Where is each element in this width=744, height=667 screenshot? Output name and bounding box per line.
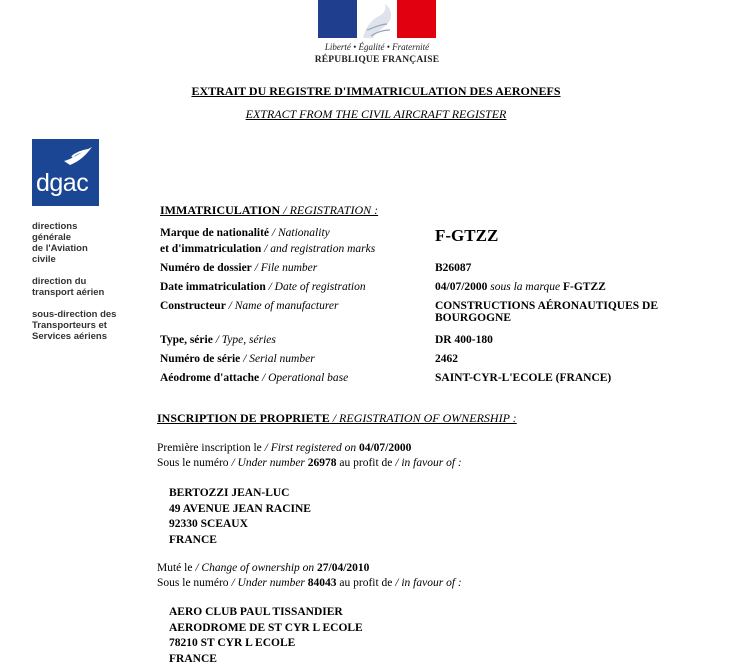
label-manufacturer: Constructeur / Name of manufacturer xyxy=(160,300,339,312)
operational-base-value: SAINT-CYR-L'ECOLE (FRANCE) xyxy=(435,372,612,384)
label-file-number: Numéro de dossier / File number xyxy=(160,262,318,274)
sidebar-block-dta xyxy=(32,276,104,298)
sidebar-line: sous-direction des xyxy=(32,309,117,320)
type-series-value: DR 400-180 xyxy=(435,334,493,346)
sidebar-line: transport aérien xyxy=(32,287,105,298)
sidebar-line: direction du xyxy=(32,276,87,287)
ownership-entry-line: Muté le / Change of ownership on 27/04/2010 xyxy=(157,562,370,574)
label-nationality: Marque de nationalité / Nationality xyxy=(160,227,330,239)
registration-heading: IMMATRICULATION / REGISTRATION : xyxy=(160,203,379,217)
ownership-entry-line: Sous le numéro / Under number 84043 au profit de / in favour of : xyxy=(157,577,462,589)
label-type-series: Type, série / Type, séries xyxy=(160,334,276,346)
dgac-logo xyxy=(32,139,99,206)
flag-blue-band xyxy=(318,0,357,38)
bird-icon xyxy=(62,145,96,167)
page-title-en: EXTRACT FROM THE CIVIL AIRCRAFT REGISTER xyxy=(245,107,507,121)
ownership-entry-line: Sous le numéro / Under number 26978 au profit de / in favour of : xyxy=(157,457,462,469)
sidebar-line: générale xyxy=(32,232,72,243)
owner-address: BERTOZZI JEAN-LUC 49 AVENUE JEAN RACINE 92330 SCEAUX FRANCE xyxy=(169,487,311,546)
flag-red-band xyxy=(397,0,436,38)
sidebar-block-dgac xyxy=(32,221,88,265)
page-title-fr: EXTRAIT DU REGISTRE D'IMMATRICULATION DES AERONEFS xyxy=(191,84,561,98)
republique-francaise-logo xyxy=(318,0,436,38)
date-registration-value: 04/07/2000 sous la marque F-GTZZ xyxy=(435,281,606,293)
sidebar-line: civile xyxy=(32,254,56,265)
marianne-icon xyxy=(357,0,397,38)
republic-motto: Liberté • Égalité • Fraternité xyxy=(324,42,430,52)
label-operational-base: Aéodrome d'attache / Operational base xyxy=(160,372,349,384)
sidebar-line: Transporteurs et xyxy=(32,320,107,331)
file-number-value: B26087 xyxy=(435,262,472,274)
label-serial-number: Numéro de série / Serial number xyxy=(160,353,315,365)
ownership-heading: INSCRIPTION DE PROPRIETE / REGISTRATION OF OWNERSHIP : xyxy=(157,411,517,425)
dgac-logo-text: dgac xyxy=(36,169,89,197)
registration-mark-value: F-GTZZ xyxy=(435,226,499,245)
sidebar-line: de l'Aviation xyxy=(32,243,88,254)
sidebar-block-subdirection xyxy=(32,309,116,342)
republic-name: RÉPUBLIQUE FRANÇAISE xyxy=(314,55,440,65)
serial-number-value: 2462 xyxy=(435,353,458,365)
label-date-registration: Date immatriculation / Date of registration xyxy=(160,281,366,293)
sidebar-line: Services aériens xyxy=(32,331,108,342)
ownership-entry-line: Première inscription le / First registered on 04/07/2000 xyxy=(157,442,412,454)
owner-address: AERO CLUB PAUL TISSANDIER AERODROME DE ST CYR L ECOLE 78210 ST CYR L ECOLE FRANCE xyxy=(169,606,363,665)
label-registration-marks: et d'immatriculation / and registration marks xyxy=(160,243,376,255)
sidebar-line: directions xyxy=(32,221,78,232)
manufacturer-value: CONSTRUCTIONS AÉRONAUTIQUES DE BOURGOGNE xyxy=(435,300,659,324)
